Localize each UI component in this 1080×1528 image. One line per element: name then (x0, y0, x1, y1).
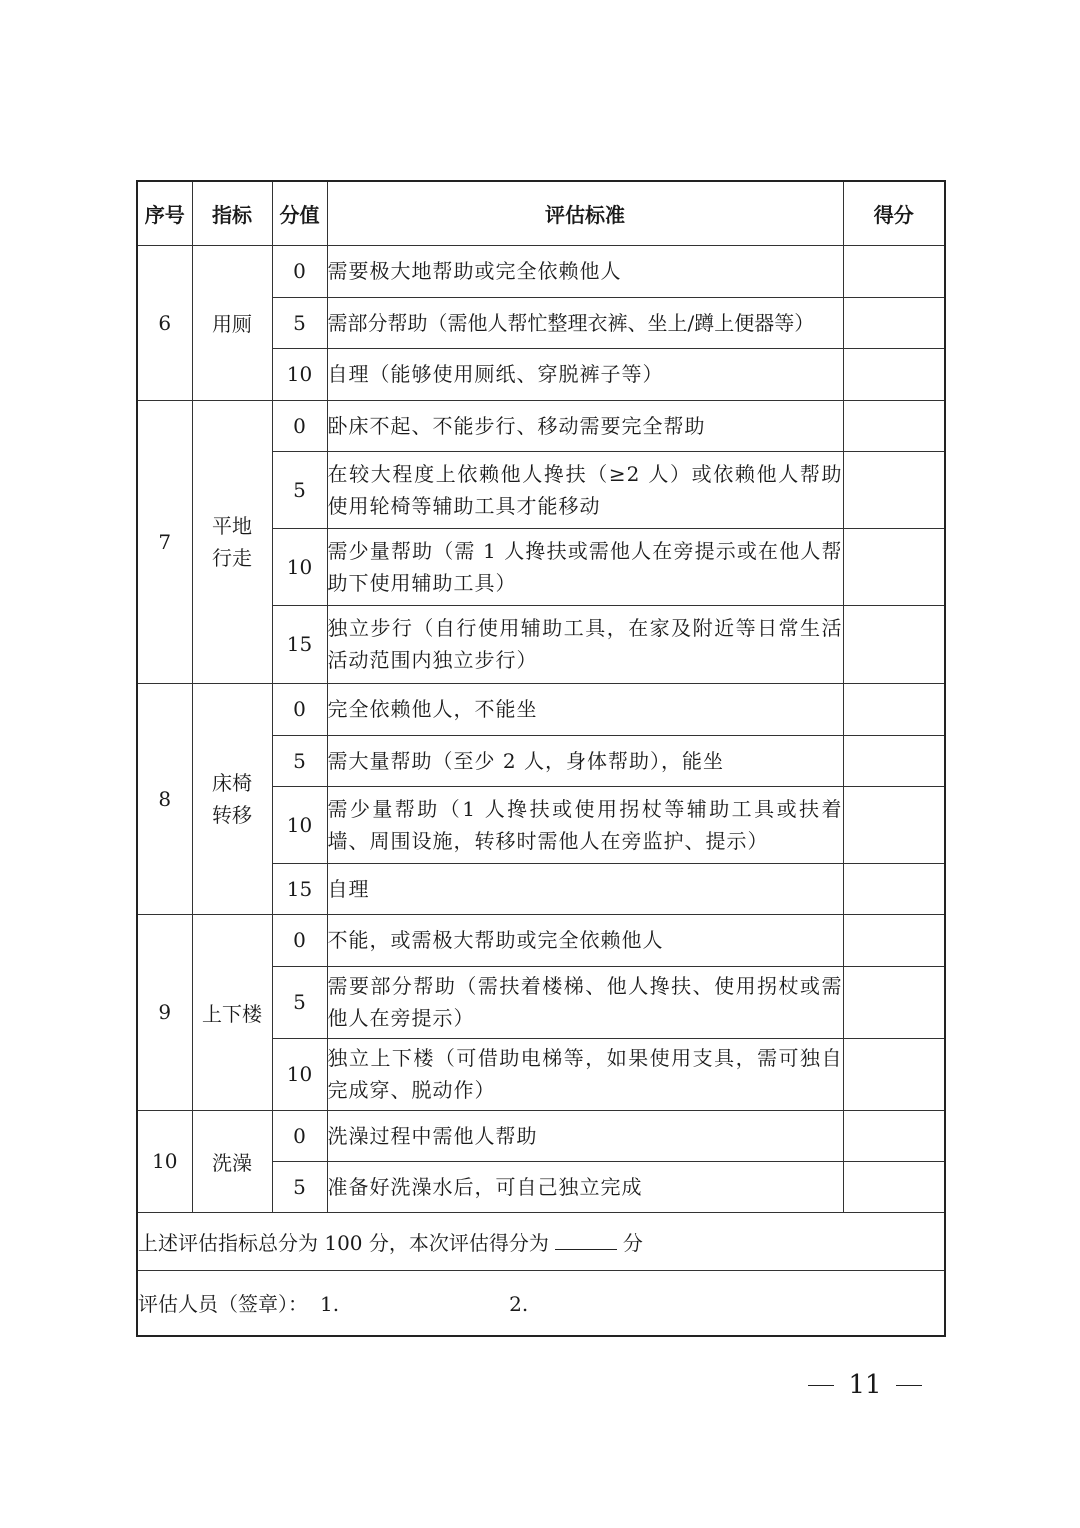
signature-slot-2[interactable]: 2. (509, 1292, 529, 1317)
page-number-text: 11 (848, 1370, 882, 1400)
item-name-line: 平地 (212, 513, 252, 538)
score-cell[interactable] (843, 1038, 945, 1110)
item-name (192, 683, 272, 914)
dash-left (808, 1385, 834, 1386)
item-no: 6 (137, 245, 192, 400)
row-value: 5 (272, 966, 327, 1038)
page-number (790, 1370, 940, 1400)
row-criteria: 独立步行（自行使用辅助工具，在家及附近等日常生活活动范围内独立步行） (327, 605, 843, 683)
row-value: 15 (272, 605, 327, 683)
item-name-line: 床椅 (212, 770, 252, 795)
score-cell[interactable] (843, 735, 945, 786)
signature-label: 评估人员（签章）： (138, 1292, 308, 1317)
row-value: 5 (272, 451, 327, 528)
score-cell[interactable] (843, 245, 945, 297)
row-value: 5 (272, 1161, 327, 1212)
dash-right (896, 1385, 922, 1386)
row-value: 0 (272, 914, 327, 966)
item-name: 洗澡 (192, 1110, 272, 1212)
score-cell[interactable] (843, 451, 945, 528)
row-value: 0 (272, 400, 327, 451)
table-row (137, 683, 945, 735)
score-cell[interactable] (843, 966, 945, 1038)
header-no: 序号 (137, 181, 192, 245)
total-score-blank[interactable] (555, 1229, 617, 1250)
table-row (137, 245, 945, 297)
table-row (137, 400, 945, 451)
score-cell[interactable] (843, 863, 945, 914)
row-value: 5 (272, 735, 327, 786)
item-name-line: 行走 (212, 545, 252, 570)
signature-row (137, 1270, 945, 1336)
score-cell[interactable] (843, 786, 945, 863)
score-cell[interactable] (843, 1110, 945, 1161)
row-criteria: 不能，或需极大帮助或完全依赖他人 (327, 914, 843, 966)
assessment-table (136, 180, 946, 1337)
item-name: 用厕 (192, 245, 272, 400)
header-indicator: 指标 (192, 181, 272, 245)
row-value: 10 (272, 528, 327, 605)
item-no: 9 (137, 914, 192, 1110)
row-criteria: 卧床不起、不能步行、移动需要完全帮助 (327, 400, 843, 451)
score-cell[interactable] (843, 683, 945, 735)
score-cell[interactable] (843, 605, 945, 683)
summary-text: 上述评估指标总分为 100 分，本次评估得分为 (138, 1230, 549, 1255)
row-criteria: 准备好洗澡水后，可自己独立完成 (327, 1161, 843, 1212)
row-criteria: 洗澡过程中需他人帮助 (327, 1110, 843, 1161)
row-value: 15 (272, 863, 327, 914)
score-cell[interactable] (843, 1161, 945, 1212)
row-criteria: 需大量帮助（至少 2 人，身体帮助），能坐 (327, 735, 843, 786)
row-value: 10 (272, 1038, 327, 1110)
summary-cell (137, 1212, 945, 1270)
signature-slot-1[interactable]: 1. (320, 1292, 340, 1317)
table-header-row (137, 181, 945, 245)
summary-row (137, 1212, 945, 1270)
row-criteria: 自理（能够使用厕纸、穿脱裤子等） (327, 348, 843, 400)
row-criteria: 需部分帮助（需他人帮忙整理衣裤、坐上/蹲上便器等） (327, 297, 843, 348)
score-cell[interactable] (843, 348, 945, 400)
score-cell[interactable] (843, 297, 945, 348)
signature-cell (137, 1270, 945, 1336)
row-criteria: 需少量帮助（需 1 人搀扶或需他人在旁提示或在他人帮助下使用辅助工具） (327, 528, 843, 605)
row-value: 0 (272, 1110, 327, 1161)
row-criteria: 在较大程度上依赖他人搀扶（≥2 人）或依赖他人帮助使用轮椅等辅助工具才能移动 (327, 451, 843, 528)
row-value: 10 (272, 786, 327, 863)
score-cell[interactable] (843, 914, 945, 966)
row-value: 10 (272, 348, 327, 400)
item-no: 8 (137, 683, 192, 914)
row-value: 5 (272, 297, 327, 348)
score-cell[interactable] (843, 528, 945, 605)
table-row (137, 1110, 945, 1161)
item-name: 上下楼 (192, 914, 272, 1110)
row-value: 0 (272, 245, 327, 297)
row-criteria: 需要极大地帮助或完全依赖他人 (327, 245, 843, 297)
row-criteria: 自理 (327, 863, 843, 914)
header-criteria: 评估标准 (327, 181, 843, 245)
row-criteria: 完全依赖他人，不能坐 (327, 683, 843, 735)
row-criteria: 独立上下楼（可借助电梯等，如果使用支具，需可独自完成穿、脱动作） (327, 1038, 843, 1110)
item-no: 7 (137, 400, 192, 683)
row-criteria: 需少量帮助（1 人搀扶或使用拐杖等辅助工具或扶着墙、周围设施，转移时需他人在旁监护、提示） (327, 786, 843, 863)
item-name (192, 400, 272, 683)
table-row (137, 914, 945, 966)
header-score-value: 分值 (272, 181, 327, 245)
item-name-line: 转移 (212, 802, 252, 827)
summary-unit: 分 (622, 1230, 643, 1255)
row-criteria: 需要部分帮助（需扶着楼梯、他人搀扶、使用拐杖或需他人在旁提示） (327, 966, 843, 1038)
item-no: 10 (137, 1110, 192, 1212)
row-value: 0 (272, 683, 327, 735)
header-score: 得分 (843, 181, 945, 245)
score-cell[interactable] (843, 400, 945, 451)
